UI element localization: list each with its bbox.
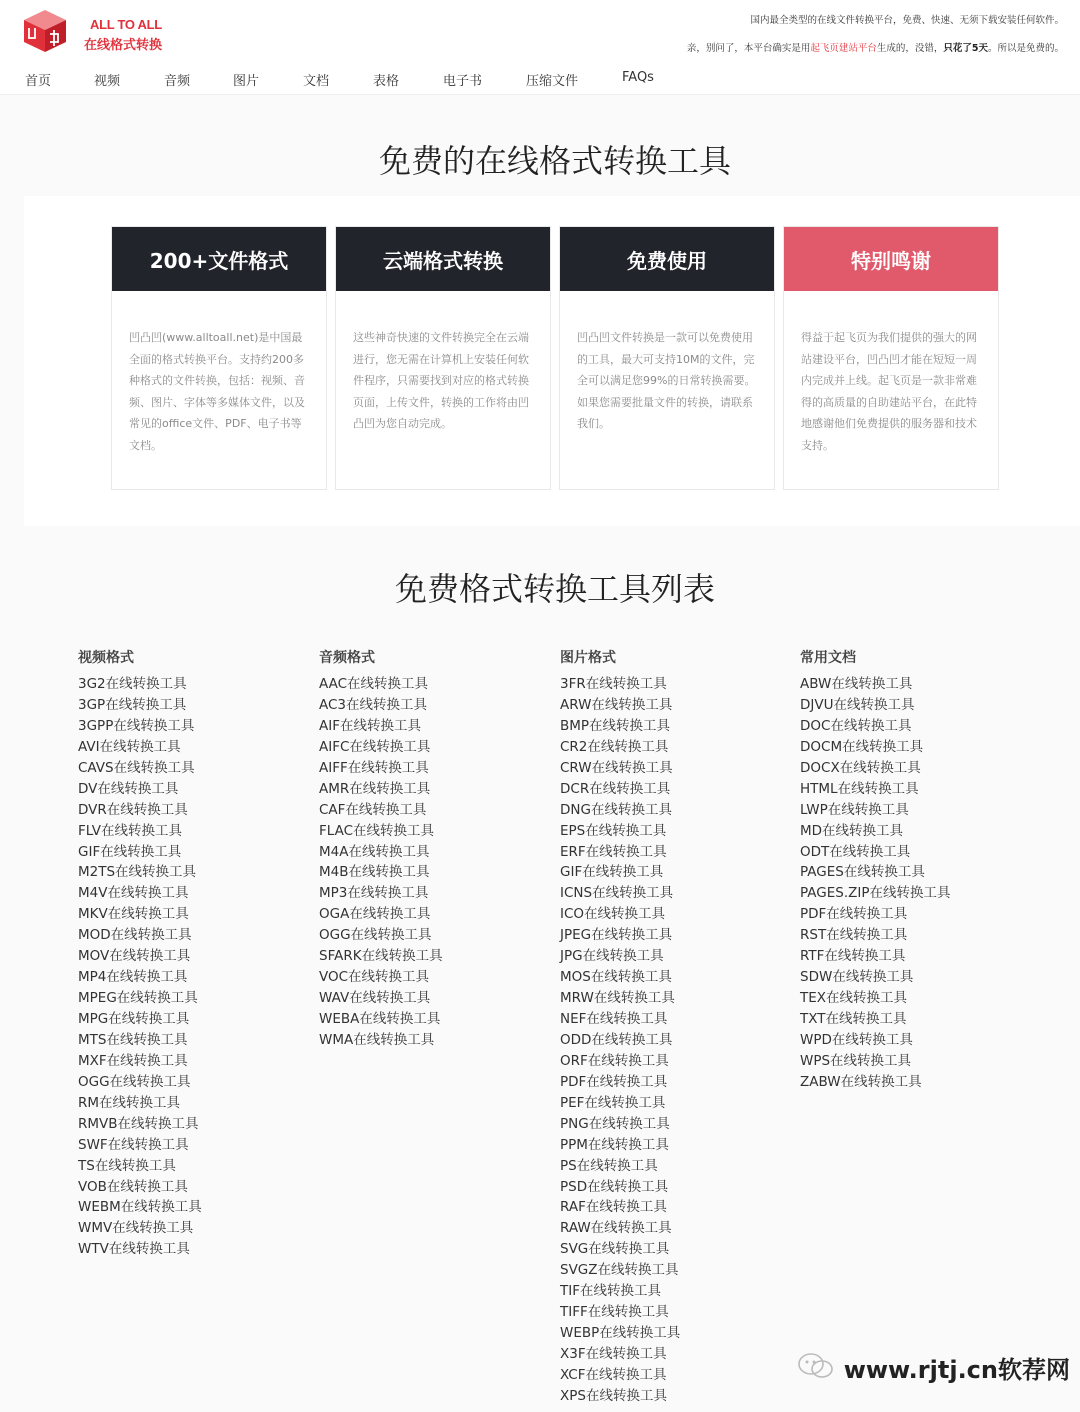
tool-link[interactable]: WEBA在线转换工具 (319, 1011, 441, 1027)
tool-link[interactable]: AIFF在线转换工具 (319, 759, 429, 776)
tool-link[interactable]: DOCM在线转换工具 (800, 738, 924, 755)
header-tagline: 国内最全类型的在线文件转换平台，免费、快速、无须下载安装任何软件。 (750, 15, 1064, 26)
tool-link[interactable]: SWF在线转换工具 (78, 1136, 189, 1153)
tool-link[interactable]: WTV在线转换工具 (78, 1241, 190, 1258)
tool-link[interactable]: MPG在线转换工具 (78, 1011, 190, 1027)
site-header (0, 0, 1080, 95)
tool-link[interactable]: WMA在线转换工具 (319, 1031, 435, 1048)
tool-link[interactable]: XCF在线转换工具 (560, 1366, 667, 1383)
tool-link[interactable]: 3GP在线转换工具 (78, 696, 187, 713)
card-title: 200+文件格式 (112, 227, 326, 291)
tool-link[interactable]: HTML在线转换工具 (800, 780, 919, 797)
watermark: www.rjtj.cn软荐网 (843, 1356, 1070, 1384)
tool-link[interactable]: CAF在线转换工具 (319, 801, 427, 818)
tool-link[interactable]: OGA在线转换工具 (319, 906, 431, 923)
tool-link[interactable]: EPS在线转换工具 (560, 822, 667, 839)
tool-link[interactable]: GIF在线转换工具 (78, 843, 182, 860)
audio-tools-list (319, 674, 443, 1051)
card-title: 免费使用 (560, 227, 774, 291)
tool-link[interactable]: PS在线转换工具 (560, 1157, 658, 1174)
note-text-a: 亲，别问了，本平台确实是用 (686, 43, 811, 54)
tool-link[interactable]: MTS在线转换工具 (78, 1031, 188, 1048)
wechat-icon (796, 1350, 836, 1382)
nav-item-document[interactable]: 文档 (303, 74, 330, 89)
tool-link[interactable]: M4B在线转换工具 (319, 864, 430, 881)
tool-link[interactable]: 3GPP在线转换工具 (78, 717, 195, 734)
tool-link[interactable]: ODT在线转换工具 (800, 843, 911, 860)
tool-link[interactable]: PAGES.ZIP在线转换工具 (800, 885, 951, 902)
tool-link[interactable]: RAF在线转换工具 (560, 1199, 667, 1216)
feature-card-free (559, 226, 775, 490)
hero-title: 免费的在线格式转换工具 (378, 142, 731, 180)
card-body: 凹凸凹(www.alltoall.net)是中国最全面的格式转换平台。支持约200多种格式的文件转换，包括：视频、音频、图片、字体等多媒体文件，以及常见的office文件、PDF、电子书等文档。 (129, 331, 305, 452)
note-text-c: 。所以是免费的。 (987, 43, 1064, 54)
tool-link[interactable]: DVR在线转换工具 (78, 801, 188, 818)
tool-link[interactable]: ORF在线转换工具 (560, 1052, 669, 1069)
tool-link[interactable]: JPEG在线转换工具 (560, 927, 673, 944)
tool-link[interactable]: M2TS在线转换工具 (78, 864, 197, 881)
tool-link[interactable]: AC3在线转换工具 (319, 696, 428, 713)
tool-link[interactable]: DV在线转换工具 (78, 780, 179, 797)
card-title: 云端格式转换 (336, 227, 550, 291)
tool-link[interactable]: DJVU在线转换工具 (800, 696, 915, 713)
tool-link[interactable]: ERF在线转换工具 (560, 843, 667, 860)
tool-link[interactable]: OGG在线转换工具 (78, 1073, 191, 1090)
tool-link[interactable]: NEF在线转换工具 (560, 1011, 668, 1027)
tool-link[interactable]: JPG在线转换工具 (560, 948, 664, 965)
tool-link[interactable]: MPEG在线转换工具 (78, 990, 198, 1007)
builder-link[interactable]: 起飞页建站平台 (810, 43, 877, 54)
tool-link[interactable]: 3G2在线转换工具 (78, 676, 187, 692)
column-title-image: 图片格式 (560, 650, 616, 666)
tool-link[interactable]: AAC在线转换工具 (319, 676, 429, 692)
nav-item-faqs[interactable]: FAQs (622, 70, 654, 85)
tool-link[interactable]: MP4在线转换工具 (78, 969, 188, 986)
tool-link[interactable]: VOC在线转换工具 (319, 969, 430, 986)
tool-link[interactable]: ZABW在线转换工具 (800, 1073, 922, 1090)
tool-link[interactable]: WPD在线转换工具 (800, 1031, 913, 1048)
tool-link[interactable]: MKV在线转换工具 (78, 906, 189, 923)
column-title-video: 视频格式 (78, 650, 134, 666)
tool-link[interactable]: CRW在线转换工具 (560, 759, 673, 776)
tool-link[interactable]: AMR在线转换工具 (319, 780, 431, 797)
tool-link[interactable]: TEX在线转换工具 (800, 990, 908, 1007)
nav-item-audio[interactable]: 音频 (164, 74, 191, 89)
tool-link[interactable]: RST在线转换工具 (800, 927, 908, 944)
tool-link[interactable]: VOB在线转换工具 (78, 1178, 188, 1195)
tool-link[interactable]: DOC在线转换工具 (800, 717, 912, 734)
header-note (687, 40, 1064, 54)
tool-link[interactable]: PPM在线转换工具 (560, 1136, 669, 1153)
tool-link[interactable]: DOCX在线转换工具 (800, 759, 921, 776)
feature-card-cloud (335, 226, 551, 490)
tool-link[interactable]: PDF在线转换工具 (800, 906, 908, 923)
tool-link[interactable]: WMV在线转换工具 (78, 1220, 194, 1237)
tool-link[interactable]: FLV在线转换工具 (78, 822, 183, 839)
tool-link[interactable]: 3FR在线转换工具 (560, 676, 667, 692)
tool-link[interactable]: CAVS在线转换工具 (78, 759, 195, 776)
tool-link[interactable]: MOS在线转换工具 (560, 969, 672, 986)
tool-link[interactable]: AIFC在线转换工具 (319, 738, 431, 755)
tool-link[interactable]: TIFF在线转换工具 (560, 1304, 669, 1321)
tool-link[interactable]: ABW在线转换工具 (800, 676, 913, 692)
card-body: 这些神奇快速的文件转换完全在云端进行，您无需在计算机上安装任何软件程序，只需要找到对应的格式转换页面，上传文件，转换的工作将由凹凸凹为您自动完成。 (353, 331, 529, 431)
nav-item-home[interactable]: 首页 (25, 74, 52, 89)
note-text-b: 生成的，没错， (876, 43, 944, 54)
video-tools-list (78, 674, 202, 1260)
image-tools-list (560, 674, 680, 1407)
tool-link[interactable]: TXT在线转换工具 (800, 1011, 907, 1027)
tool-link[interactable]: MXF在线转换工具 (78, 1052, 188, 1069)
tool-link[interactable]: RMVB在线转换工具 (78, 1115, 199, 1132)
nav-item-image[interactable]: 图片 (233, 74, 260, 89)
brand-name-cn[interactable]: 在线格式转换 (84, 38, 163, 53)
column-title-docs: 常用文档 (800, 650, 856, 666)
note-bold: 只花了5天 (943, 43, 988, 54)
tool-link[interactable]: SVG在线转换工具 (560, 1241, 670, 1258)
feature-card-formats (111, 226, 327, 490)
tool-link[interactable]: ICO在线转换工具 (560, 906, 666, 923)
tool-link[interactable]: BMP在线转换工具 (560, 717, 671, 734)
document-tools-list (800, 674, 951, 1093)
tool-link[interactable]: WPS在线转换工具 (800, 1052, 912, 1069)
tool-link[interactable]: WAV在线转换工具 (319, 990, 431, 1007)
tool-link[interactable]: RTF在线转换工具 (800, 948, 906, 965)
tool-link[interactable]: M4A在线转换工具 (319, 843, 430, 860)
nav-item-spreadsheet[interactable]: 表格 (373, 74, 400, 89)
feature-card-thanks (783, 226, 999, 490)
tool-link[interactable]: CR2在线转换工具 (560, 738, 669, 755)
tool-link[interactable]: GIF在线转换工具 (560, 864, 664, 881)
tool-link[interactable]: AIF在线转换工具 (319, 717, 421, 734)
tool-link[interactable]: ODD在线转换工具 (560, 1031, 673, 1048)
tool-link[interactable]: MD在线转换工具 (800, 822, 904, 839)
tool-link[interactable]: PNG在线转换工具 (560, 1115, 670, 1132)
tool-link[interactable]: TS在线转换工具 (78, 1157, 176, 1174)
tool-link[interactable]: LWP在线转换工具 (800, 801, 909, 818)
tool-link[interactable]: PEF在线转换工具 (560, 1094, 666, 1111)
tool-link[interactable]: PSD在线转换工具 (560, 1178, 669, 1195)
tool-link[interactable]: X3F在线转换工具 (560, 1346, 667, 1362)
card-title: 特别鸣谢 (784, 227, 998, 291)
column-title-audio: 音频格式 (319, 650, 375, 666)
tool-link[interactable]: MP3在线转换工具 (319, 885, 429, 902)
tool-link[interactable]: MOV在线转换工具 (78, 948, 191, 965)
tool-link[interactable]: ARW在线转换工具 (560, 696, 673, 713)
card-body: 凹凸凹文件转换是一款可以免费使用的工具，最大可支持10M的文件，完全可以满足您99%的日常转换需要。如果您需要批量文件的转换，请联系我们。 (577, 331, 756, 431)
tool-link[interactable]: DNG在线转换工具 (560, 801, 672, 818)
tool-link[interactable]: WEBM在线转换工具 (78, 1199, 202, 1216)
tool-link[interactable]: ICNS在线转换工具 (560, 885, 674, 902)
tool-link[interactable]: PAGES在线转换工具 (800, 864, 925, 881)
nav-item-ebook[interactable]: 电子书 (443, 74, 483, 89)
tool-link[interactable]: TIF在线转换工具 (560, 1283, 661, 1300)
tool-link[interactable]: SDW在线转换工具 (800, 969, 914, 986)
nav-item-video[interactable]: 视频 (94, 74, 121, 89)
tool-link[interactable]: RAW在线转换工具 (560, 1220, 672, 1237)
tool-link[interactable]: FLAC在线转换工具 (319, 822, 435, 839)
cube-logo-icon[interactable] (22, 8, 68, 54)
tool-link[interactable]: AVI在线转换工具 (78, 738, 181, 755)
tool-link[interactable]: PDF在线转换工具 (560, 1073, 668, 1090)
tool-link[interactable]: RM在线转换工具 (78, 1094, 181, 1111)
tools-list-title: 免费格式转换工具列表 (394, 570, 715, 608)
nav-item-archive[interactable]: 压缩文件 (526, 74, 579, 89)
tool-link[interactable]: MRW在线转换工具 (560, 990, 675, 1007)
tool-link[interactable]: MOD在线转换工具 (78, 927, 192, 944)
tool-link[interactable]: SVGZ在线转换工具 (560, 1262, 679, 1279)
brand-name-en[interactable]: ALL TO ALL (90, 17, 162, 32)
tool-link[interactable]: DCR在线转换工具 (560, 780, 671, 797)
card-body: 得益于起飞页为我们提供的强大的网站建设平台，凹凸凹才能在短短一周内完成并上线。起飞页是一款非常难得的高质量的自助建站平台，在此特地感谢他们免费提供的服务器和技术支持。 (801, 331, 977, 452)
tool-link[interactable]: SFARK在线转换工具 (319, 948, 443, 965)
tool-link[interactable]: WEBP在线转换工具 (560, 1325, 681, 1342)
tool-link[interactable]: XPS在线转换工具 (560, 1387, 667, 1404)
tool-link[interactable]: M4V在线转换工具 (78, 885, 189, 902)
tool-link[interactable]: OGG在线转换工具 (319, 927, 432, 944)
